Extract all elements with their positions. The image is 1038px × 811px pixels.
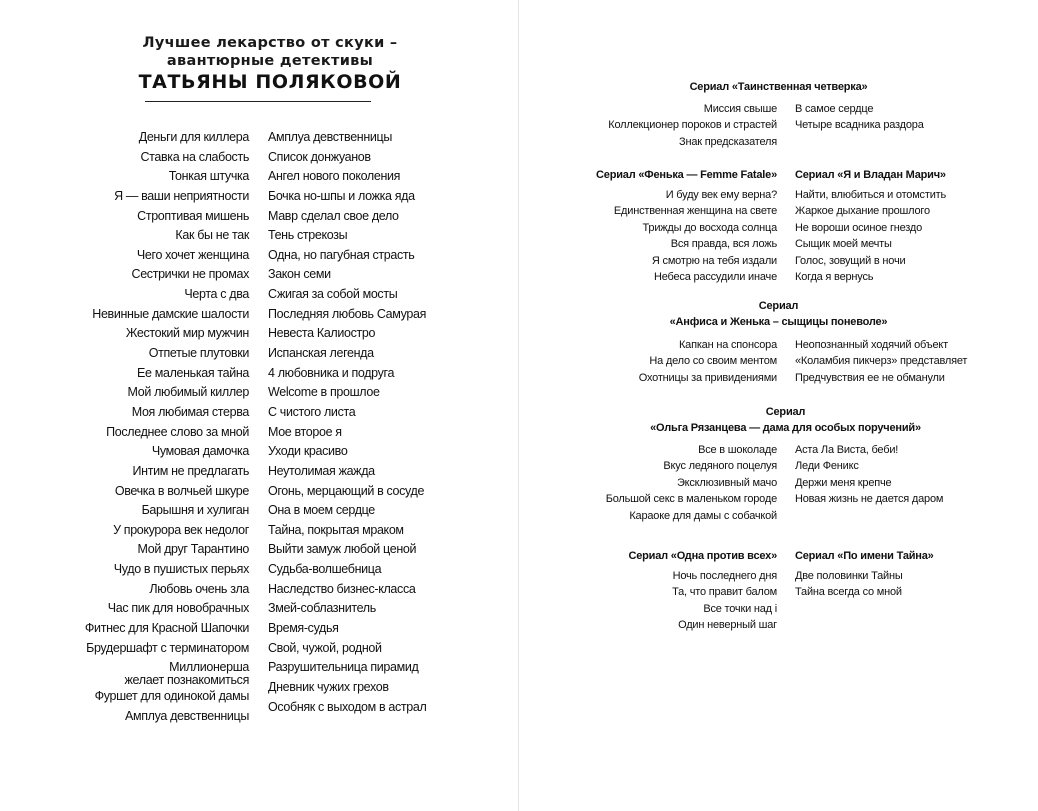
list-item: Черта с два [184, 287, 249, 302]
list-item: Знак предсказателя [679, 135, 777, 148]
list-item: Та, что правит балом [672, 586, 777, 599]
list-item: Неутолимая жажда [268, 463, 375, 478]
series-vladan-list [795, 187, 946, 285]
list-item: Сыщик моей мечты [795, 238, 892, 251]
list-item: Чумовая дамочка [151, 444, 249, 459]
list-item: Когда я вернусь [795, 271, 874, 284]
list-item: Большой секс в маленьком городе [605, 493, 777, 506]
list-item: Мое второе я [268, 424, 342, 439]
list-item: Сестрички не промах [131, 267, 249, 282]
author-name: ТАТЬЯНЫ ПОЛЯКОВОЙ [138, 71, 402, 93]
series-olga-list-a [606, 442, 777, 524]
list-item: Тайна, покрытая мраком [268, 522, 404, 537]
list-item: У прокурора век недолог [113, 522, 249, 537]
list-item: Строптивая мишень [137, 208, 249, 223]
list-item: Фитнес для Красной Шапочки [84, 621, 249, 636]
list-item: На дело со своим ментом [649, 355, 777, 368]
list-item: Вся правда, вся ложь [670, 238, 777, 251]
series-chetverka-list-a [608, 101, 777, 150]
series-taina-list [795, 568, 903, 601]
page-header [120, 34, 420, 93]
list-item: И буду век ему верна? [665, 189, 777, 201]
list-item: Держи меня крепче [795, 476, 892, 489]
list-item: Миссия свыше [703, 103, 777, 115]
series-title-line-2: «Ольга Рязанцева — дама для особых поручений» [650, 422, 921, 434]
header-line-2: авантюрные детективы [166, 53, 374, 69]
list-item: Ангел нового поколения [268, 169, 401, 184]
list-item: Она в моем сердце [268, 503, 375, 518]
list-item: Бочка но-шпы и ложка яда [268, 188, 415, 203]
list-item: Любовь очень зла [149, 581, 249, 596]
list-item: Время-судья [268, 621, 339, 636]
list-item: Амплуа девственницы [268, 130, 392, 144]
list-item: Ставка на слабость [140, 149, 249, 164]
list-item: «Коламбия пикчерз» представляет [795, 355, 968, 368]
list-item: Голос, зовущий в ночи [795, 254, 906, 267]
list-item: Я — ваши неприятности [114, 188, 249, 203]
header-line-1: Лучшее лекарство от скуки – [142, 35, 398, 51]
list-item: Тайна всегда со мной [795, 586, 902, 599]
series-anfisa-list-b [795, 337, 967, 386]
series-olga-list-b [795, 442, 943, 508]
list-item: Не вороши осиное гнездо [795, 221, 923, 234]
series-fenka-list [614, 187, 777, 285]
list-item: Уходи красиво [268, 444, 348, 459]
list-item: Свой, чужой, родной [268, 640, 382, 655]
list-item: Наследство бизнес-класса [268, 581, 416, 596]
title-list-left [85, 128, 249, 727]
series-title-chetverka: Сериал «Таинственная четверка» [689, 81, 868, 93]
list-item: Мой друг Тарантино [137, 542, 249, 557]
list-item: Деньги для киллера [138, 130, 249, 144]
list-item: Интим не предлагать [132, 463, 249, 478]
list-item: Тень стрекозы [268, 228, 348, 243]
list-item: Фуршет для одинокой дамы [94, 689, 249, 704]
list-item: Последняя любовь Самурая [268, 306, 427, 321]
series-title-fenka: Сериал «Фенька — Femme Fatale» [596, 169, 777, 181]
list-item-line-2: желает познакомиться [124, 672, 249, 687]
list-item: Единственная женщина на свете [613, 205, 777, 218]
series-title-vladan: Сериал «Я и Владан Марич» [795, 169, 946, 181]
series-title-line-2: «Анфиса и Женька – сыщицы поневоле» [669, 316, 888, 328]
list-item: Выйти замуж любой ценой [268, 542, 417, 557]
title-list-right [268, 128, 426, 717]
list-item: Новая жизнь не дается даром [795, 493, 944, 506]
list-item: Невеста Калиостро [268, 326, 376, 341]
list-item: Жестокий мир мужчин [125, 326, 249, 341]
list-item: Овечка в волчьей шкуре [114, 483, 249, 498]
list-item: Аста Ла Виста, беби! [795, 444, 899, 456]
list-item-line-1: Миллионерша [169, 660, 249, 675]
list-item: Амплуа девственницы [125, 708, 249, 723]
list-item: Барышня и хулиган [141, 503, 249, 518]
series-title-anfisa [519, 298, 1038, 330]
list-item: Моя любимая стерва [131, 404, 249, 419]
list-item: Жаркое дыхание прошлого [795, 205, 930, 218]
list-item: Найти, влюбиться и отомстить [795, 189, 947, 201]
right-page [519, 0, 1038, 811]
list-item: Судьба-волшебница [268, 562, 382, 577]
list-item: Мавр сделал свое дело [268, 208, 399, 223]
header-rule [145, 101, 371, 102]
list-item: 4 любовника и подруга [268, 365, 395, 380]
list-item: Список донжуанов [268, 149, 371, 164]
series-title-olga [519, 404, 1038, 436]
list-item: Отпетые плутовки [148, 346, 249, 361]
list-item: Все в шоколаде [698, 444, 777, 456]
list-item-multiline [85, 658, 249, 687]
series-anfisa-list-a [639, 337, 777, 386]
list-item: Мой любимый киллер [127, 385, 249, 400]
list-item: С чистого листа [268, 404, 356, 419]
list-item: Час пик для новобрачных [107, 601, 249, 616]
list-item: Разрушительница пирамид [268, 660, 419, 675]
list-item: Закон семи [268, 267, 331, 282]
list-item: Четыре всадника раздора [795, 119, 924, 132]
list-item: Все точки над i [703, 602, 777, 615]
list-item: Предчувствия ее не обманули [795, 371, 945, 384]
list-item: Эксклюзивный мачо [676, 476, 777, 489]
list-item: Огонь, мерцающий в сосуде [268, 483, 425, 498]
series-title-line-1: Сериал [758, 300, 799, 312]
list-item: Сжигая за собой мосты [268, 287, 398, 302]
list-item: В самое сердце [795, 103, 874, 115]
list-item: Капкан на спонсора [678, 339, 777, 351]
list-item: Две половинки Тайны [795, 570, 903, 582]
list-item: Последнее слово за мной [106, 424, 249, 439]
list-item: Змей-соблазнитель [268, 601, 376, 616]
list-item: Леди Феникс [795, 460, 859, 473]
list-item: Чего хочет женщина [136, 247, 249, 262]
list-item: Welcome в прошлое [268, 385, 380, 400]
list-item: Неопознанный ходячий объект [795, 339, 948, 351]
list-item: Ее маленькая тайна [137, 365, 249, 380]
list-item: Вкус ледяного поцелуя [663, 460, 777, 473]
list-item: Я смотрю на тебя издали [651, 254, 777, 267]
list-item: Трижды до восхода солнца [642, 221, 777, 234]
list-item: Ночь последнего дня [672, 570, 777, 582]
list-item: Караоке для дамы с собачкой [629, 509, 777, 522]
list-item: Дневник чужих грехов [268, 679, 389, 694]
list-item: Один неверный шаг [678, 619, 777, 632]
list-item: Небеса рассудили иначе [653, 271, 777, 284]
list-item: Как бы не так [175, 228, 249, 243]
series-chetverka-list-b [795, 101, 924, 134]
list-item: Невинные дамские шалости [92, 306, 249, 321]
series-title-odna: Сериал «Одна против всех» [628, 550, 777, 562]
list-item: Одна, но пагубная страсть [268, 247, 415, 262]
list-item: Особняк с выходом в астрал [268, 699, 427, 714]
series-odna-list [672, 568, 777, 634]
list-item: Чудо в пушистых перьях [113, 562, 249, 577]
series-title-taina: Сериал «По имени Тайна» [795, 550, 934, 562]
series-title-line-1: Сериал [765, 406, 806, 418]
list-item: Испанская легенда [268, 346, 374, 361]
list-item: Брудершафт с терминатором [86, 640, 249, 655]
list-item: Коллекционер пороков и страстей [608, 119, 777, 132]
list-item: Тонкая штучка [168, 169, 249, 184]
list-item: Охотницы за привидениями [638, 371, 777, 384]
